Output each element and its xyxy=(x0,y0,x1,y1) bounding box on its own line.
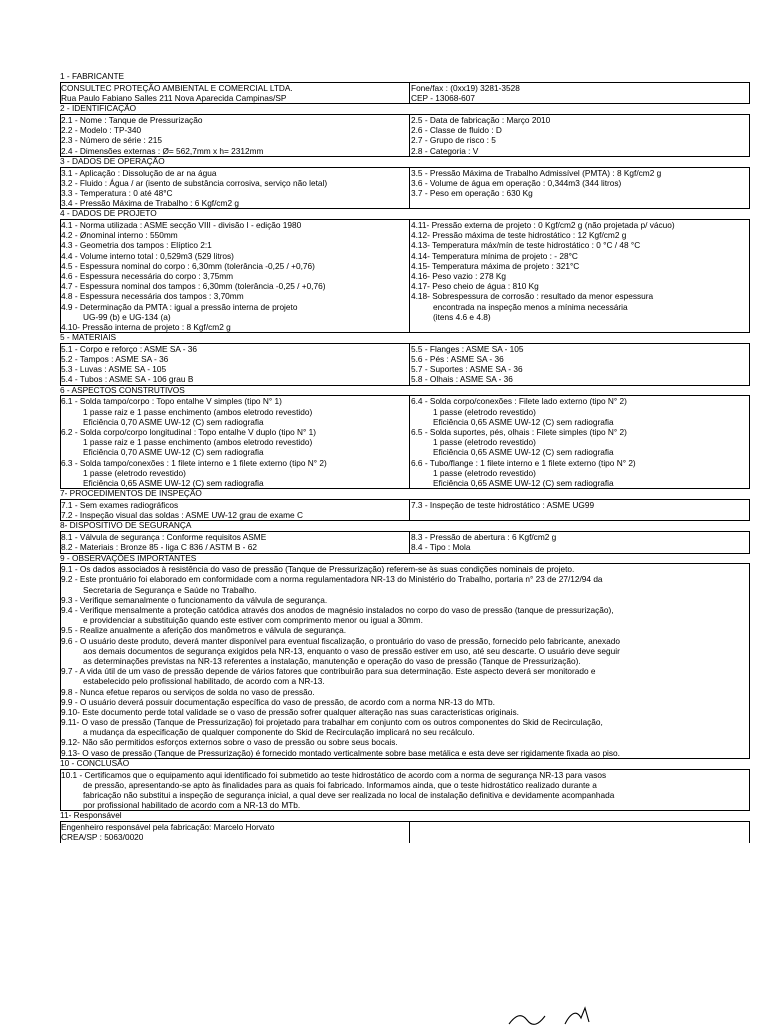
text-line: 3.5 - Pressão Máxima de Trabalho Admissível (PMTA) : 8 Kgf/cm2 g xyxy=(411,167,662,178)
section-title: 2 - IDENTIFICAÇÃO xyxy=(60,104,137,114)
text-line: estabelecido pelo profissional habilitado, de acordo com a NR-13. xyxy=(83,676,325,687)
text-line: 4.16- Peso vazio : 278 Kg xyxy=(411,271,507,281)
text-line: 5.2 - Tampos : ASME SA - 36 xyxy=(61,354,169,365)
text-line: encontrada na inspeção menos a mínima necessária xyxy=(433,301,628,312)
text-line: 6.3 - Solda tampo/conexões : 1 filete interno e 1 filete externo (tipo N° 2) xyxy=(61,457,327,468)
text-line: 4.13- Temperatura máx/mín de teste hidrostático : 0 °C / 48 °C xyxy=(411,240,641,251)
text-line: 8.4 - Tipo : Mola xyxy=(411,542,471,553)
section-title: 3 - DADOS DE OPERAÇÃO xyxy=(60,156,165,166)
text-line: de pressão, apresentando-se apto às finalidades para as quais foi fabricado. Informamos ainda, que o teste hidrostático realizado durante a xyxy=(83,779,597,790)
text-line: 3.6 - Volume de água em operação : 0,344m3 (344 litros) xyxy=(411,177,622,188)
right-column xyxy=(410,396,749,488)
text-line: Secretaria de Segurança e Saúde no Trabalho. xyxy=(83,584,257,595)
section-box-inspecao xyxy=(60,499,750,521)
text-line: Eficiência 0,65 ASME UW-12 (C) sem radiografia xyxy=(83,477,264,488)
right-column xyxy=(410,500,749,520)
left-column xyxy=(61,168,410,209)
right-column xyxy=(410,168,749,209)
section-box-fabricante xyxy=(60,82,750,104)
text-line: 5.4 - Tubos : ASME SA - 106 grau B xyxy=(61,374,194,385)
text-line: e providenciar a substituição quando este estiver com comprimento menor ou igual a 30mm. xyxy=(83,615,423,626)
left-column xyxy=(61,822,410,842)
signature-mark xyxy=(505,1006,625,1026)
section-title: 7- PROCEDIMENTOS DE INSPEÇÃO xyxy=(60,489,202,499)
text-line: 4.1 - Norma utilizada : ASME secção VIII - divisão I - edição 1980 xyxy=(61,220,302,231)
text-line: 4.3 - Geometria dos tampos : Elíptico 2:1 xyxy=(61,240,212,251)
text-line: 1 passe (eletrodo revestido) xyxy=(433,406,536,417)
text-line: 5.7 - Suportes : ASME SA - 36 xyxy=(411,364,523,375)
text-line: 2.3 - Número de série : 215 xyxy=(61,135,162,146)
text-line: 4.11- Pressão externa de projeto : 0 Kgf/cm2 g (não projetada p/ vácuo) xyxy=(411,220,675,231)
text-line: 3.1 - Aplicação : Dissolução de ar na água xyxy=(61,167,217,178)
text-line: 4.10- Pressão interna de projeto : 8 Kgf/cm2 g xyxy=(61,321,231,332)
text-line: 4.6 - Espessura necessária do corpo : 3,75mm xyxy=(61,271,234,281)
text-line: 4.17- Peso cheio de água : 810 Kg xyxy=(411,281,539,292)
text-line: CREA/SP : 5063/0020 xyxy=(61,832,144,843)
text-line: 5.5 - Flanges : ASME SA - 105 xyxy=(411,343,524,354)
text-line: Eficiência 0,70 ASME UW-12 (C) sem radiografia xyxy=(83,416,264,427)
text-line: 4.9 - Determinação da PMTA : igual a pressão interna de projeto xyxy=(61,301,298,312)
text-line: 6.2 - Solda corpo/corpo longitudinal : Topo entalhe V duplo (tipo N° 1) xyxy=(61,427,316,438)
section-title: 1 - FABRICANTE xyxy=(60,72,125,81)
text-line: fabricação não substitui a inspeção de segurança inicial, a qual deve ser realizada no local de instalação definitiva e devidamente acompanhada xyxy=(83,790,615,801)
text-line: 3.4 - Pressão Máxima de Trabalho : 6 Kgf/cm2 g xyxy=(61,198,240,209)
text-line: 6.1 - Solda tampo/corpo : Topo entalhe V simples (tipo N° 1) xyxy=(61,396,282,407)
text-line: a mudança da especificação de qualquer componente do Skid de Recirculação implicará no seu recálculo. xyxy=(83,727,475,738)
section-title: 10 - CONCLUSÃO xyxy=(60,758,130,768)
text-line: 9.11- O vaso de pressão (Tanque de Pressurização) foi projetado para trabalhar em conjunto com os outros componentes do Skid de Recirculação, xyxy=(61,717,603,728)
text-line: Fone/fax : (0xx19) 3281-3528 xyxy=(411,82,520,93)
text-line: 7.1 - Sem exames radiográficos xyxy=(61,499,179,510)
text-line: 9.9 - O usuário deverá possuir documentação específica do vaso de pressão, de acordo com a norma NR-13 do MTb. xyxy=(61,696,495,707)
text-line: Eficiência 0,65 ASME UW-12 (C) sem radiografia xyxy=(433,447,614,458)
text-line: por profissional habilitado de acordo com a NR-13 do MTb. xyxy=(83,800,301,811)
text-line: 10.1 - Certificamos que o equipamento aqui identificado foi submetido ao teste hidrostático de acordo com a norma de segurança NR-13 para vasos xyxy=(61,769,607,780)
full-column xyxy=(61,770,749,811)
text-line: 9.8 - Nunca efetue reparos ou serviços de solda no vaso de pressão. xyxy=(61,686,315,697)
text-line: 9.13- O vaso de pressão (Tanque de Pressurização) é fornecido montado verticalmente sobre base metálica e esta deve ser rigidamente fixada ao piso. xyxy=(61,747,620,758)
text-line: 6.4 - Solda corpo/conexões : Filete lado externo (tipo N° 2) xyxy=(411,396,627,407)
left-column xyxy=(61,500,410,520)
text-line: 6.5 - Solda suportes, pés, olhais : Filete simples (tipo N° 2) xyxy=(411,427,627,438)
right-column xyxy=(410,220,749,332)
text-line: 4.15- Temperatura máxima de projeto : 321°C xyxy=(411,260,580,271)
left-column xyxy=(61,83,410,103)
text-line: 2.7 - Grupo de risco : 5 xyxy=(411,135,496,146)
text-line: 1 passe raiz e 1 passe enchimento (ambos eletrodo revestido) xyxy=(83,437,313,448)
text-line: 4.7 - Espessura nominal dos tampos : 6,30mm (tolerância -0,25 / +0,76) xyxy=(61,281,326,292)
right-column xyxy=(410,115,749,156)
text-line: Rua Paulo Fabiano Salles 211 Nova Aparecida Campinas/SP xyxy=(61,92,287,103)
text-line: 3.7 - Peso em operação : 630 Kg xyxy=(411,187,533,198)
text-line: CEP - 13068-607 xyxy=(411,92,475,103)
full-column xyxy=(61,564,749,758)
text-line: CONSULTEC PROTEÇÃO AMBIENTAL E COMERCIAL LTDA. xyxy=(61,82,293,93)
text-line: 4.2 - Ønominal interno : 550mm xyxy=(61,230,178,241)
section-title: 6 - ASPECTOS CONSTRUTIVOS xyxy=(60,385,185,395)
right-column xyxy=(410,822,749,842)
text-line: 2.2 - Modelo : TP-340 xyxy=(61,125,142,136)
text-line: 1 passe (eletrodo revestido) xyxy=(433,467,536,478)
text-line: 6.6 - Tubo/flange : 1 filete interno e 1 filete externo (tipo N° 2) xyxy=(411,457,636,468)
section-title: 4 - DADOS DE PROJETO xyxy=(60,209,157,219)
left-column xyxy=(61,532,410,552)
text-line: 4.12- Pressão máxima de teste hidrostático : 12 Kgf/cm2 g xyxy=(411,230,627,241)
section-title: 8- DISPOSITIVO DE SEGURANÇA xyxy=(60,521,192,531)
text-line: as determinações previstas na NR-13 referentes a instalação, manutenção e operação do vaso de pressão (Tanque de Pressurização). xyxy=(83,655,581,666)
section-box-responsavel xyxy=(60,821,750,842)
right-column xyxy=(410,344,749,385)
text-line: Eficiência 0,65 ASME UW-12 (C) sem radiografia xyxy=(433,477,614,488)
text-line: 9.10- Este documento perde total validade se o vaso de pressão sofrer qualquer alteração nas suas caracteristicas originais. xyxy=(61,706,519,717)
text-line: 9.12- Não são permitidos esforços externos sobre o vaso de pressão ou sobre seus bocais. xyxy=(61,737,398,748)
text-line: (itens 4.6 e 4.8) xyxy=(433,311,491,322)
text-line: 4.8 - Espessura necessária dos tampos : 3,70mm xyxy=(61,291,244,302)
text-line: Eficiência 0,65 ASME UW-12 (C) sem radiografia xyxy=(433,416,614,427)
text-line: 9.4 - Verifique mensalmente a proteção catódica através dos anodos de magnésio instalados no corpo do vaso de pressão (tanque de pressurização), xyxy=(61,605,614,616)
section-title: 5 - MATERIAIS xyxy=(60,333,117,343)
text-line: 2.5 - Data de fabricação : Março 2010 xyxy=(411,114,551,125)
text-line: 4.4 - Volume interno total : 0,529m3 (529 litros) xyxy=(61,250,234,261)
text-line: 5.6 - Pés : ASME SA - 36 xyxy=(411,354,504,365)
right-column xyxy=(410,532,749,552)
text-line: 5.8 - Olhais : ASME SA - 36 xyxy=(411,374,513,385)
text-line: 8.3 - Pressão de abertura : 6 Kgf/cm2 g xyxy=(411,532,557,543)
text-line: 4.5 - Espessura nominal do corpo : 6,30mm (tolerância -0,25 / +0,76) xyxy=(61,260,315,271)
section-title: 11- Responsável xyxy=(60,811,122,821)
text-line: 9.1 - Os dados associados à resistência do vaso de pressão (Tanque de Pressurização) referem-se às suas condições nominais de projeto. xyxy=(61,564,575,575)
datasheet xyxy=(60,72,750,843)
section-box-operacao xyxy=(60,167,750,210)
text-line: 9.3 - Verifique semanalmente o funcionamento da válvula de segurança. xyxy=(61,594,328,605)
right-column xyxy=(410,83,749,103)
left-column xyxy=(61,220,410,332)
text-line: aos demais documentos de segurança exigidos pela NR-13, enquanto o vaso de pressão estiver em uso, até seu descarte. O usuário deve seguir xyxy=(83,645,620,656)
left-column xyxy=(61,344,410,385)
text-line: 3.2 - Fluido : Água / ar (isento de substância corrosiva, serviço não letal) xyxy=(61,177,328,188)
text-line: 7.2 - Inspeção visual das soldas : ASME UW-12 grau de exame C xyxy=(61,510,303,521)
text-line: 8.2 - Materiais : Bronze 85 - liga C 836 / ASTM B - 62 xyxy=(61,542,257,553)
text-line: 8.1 - Válvula de segurança : Conforme requisitos ASME xyxy=(61,532,267,543)
text-line: 9.6 - O usuário deste produto, deverá manter disponível para eventual fiscalização, o prontuário do vaso de pressão, fornecido pelo fabricante, anexado xyxy=(61,635,621,646)
text-line: 4.18- Sobrespessura de corrosão : resultado da menor espessura xyxy=(411,291,654,302)
left-column xyxy=(61,396,410,488)
text-line: 5.1 - Corpo e reforço : ASME SA - 36 xyxy=(61,343,198,354)
section-box-projeto xyxy=(60,219,750,333)
text-line: 2.4 - Dimensões externas : Ø= 562,7mm x h= 2312mm xyxy=(61,145,264,156)
text-line: 2.8 - Categoria : V xyxy=(411,145,479,156)
text-line: 2.6 - Classe de fluido : D xyxy=(411,125,502,136)
text-line: UG-99 (b) e UG-134 (a) xyxy=(83,311,171,322)
section-box-construtivos xyxy=(60,395,750,489)
text-line: 5.3 - Luvas : ASME SA - 105 xyxy=(61,364,167,375)
section-box-seguranca xyxy=(60,531,750,553)
text-line: Engenheiro responsável pela fabricação: Marcelo Horvato xyxy=(61,822,275,833)
text-line: 3.3 - Temperatura : 0 até 48°C xyxy=(61,187,173,198)
section-box-observacoes xyxy=(60,563,750,759)
text-line: Eficiência 0,70 ASME UW-12 (C) sem radiografia xyxy=(83,447,264,458)
text-line: 2.1 - Nome : Tanque de Pressurização xyxy=(61,114,203,125)
text-line: 9.2 - Este prontuário foi elaborado em conformidade com a norma regulamentadora NR-13 do Ministério do Trabalho, portaria n° 23 de 27/12/94 da xyxy=(61,574,603,585)
text-line: 4.14- Temperatura mínima de projeto : - 28°C xyxy=(411,250,578,261)
text-line: 1 passe (eletrodo revestido) xyxy=(433,437,536,448)
text-line: 7.3 - Inspeção de teste hidrostático : ASME UG99 xyxy=(411,499,595,510)
text-line: 1 passe (eletrodo revestido) xyxy=(83,467,186,478)
text-line: 1 passe raiz e 1 passe enchimento (ambos eletrodo revestido) xyxy=(83,406,313,417)
section-box-materiais xyxy=(60,343,750,386)
text-line: 9.7 - A vida útil de um vaso de pressão depende de vários fatores que contribuirão para sua determinação. Este aspecto deverá ser monitorado e xyxy=(61,666,596,677)
text-line: 9.5 - Realize anualmente a aferição dos manômetros e válvula de segurança. xyxy=(61,625,347,636)
section-box-conclusao xyxy=(60,769,750,812)
left-column xyxy=(61,115,410,156)
section-box-identificacao xyxy=(60,114,750,157)
section-title: 9 - OBSERVAÇÕES IMPORTANTES xyxy=(60,553,197,563)
